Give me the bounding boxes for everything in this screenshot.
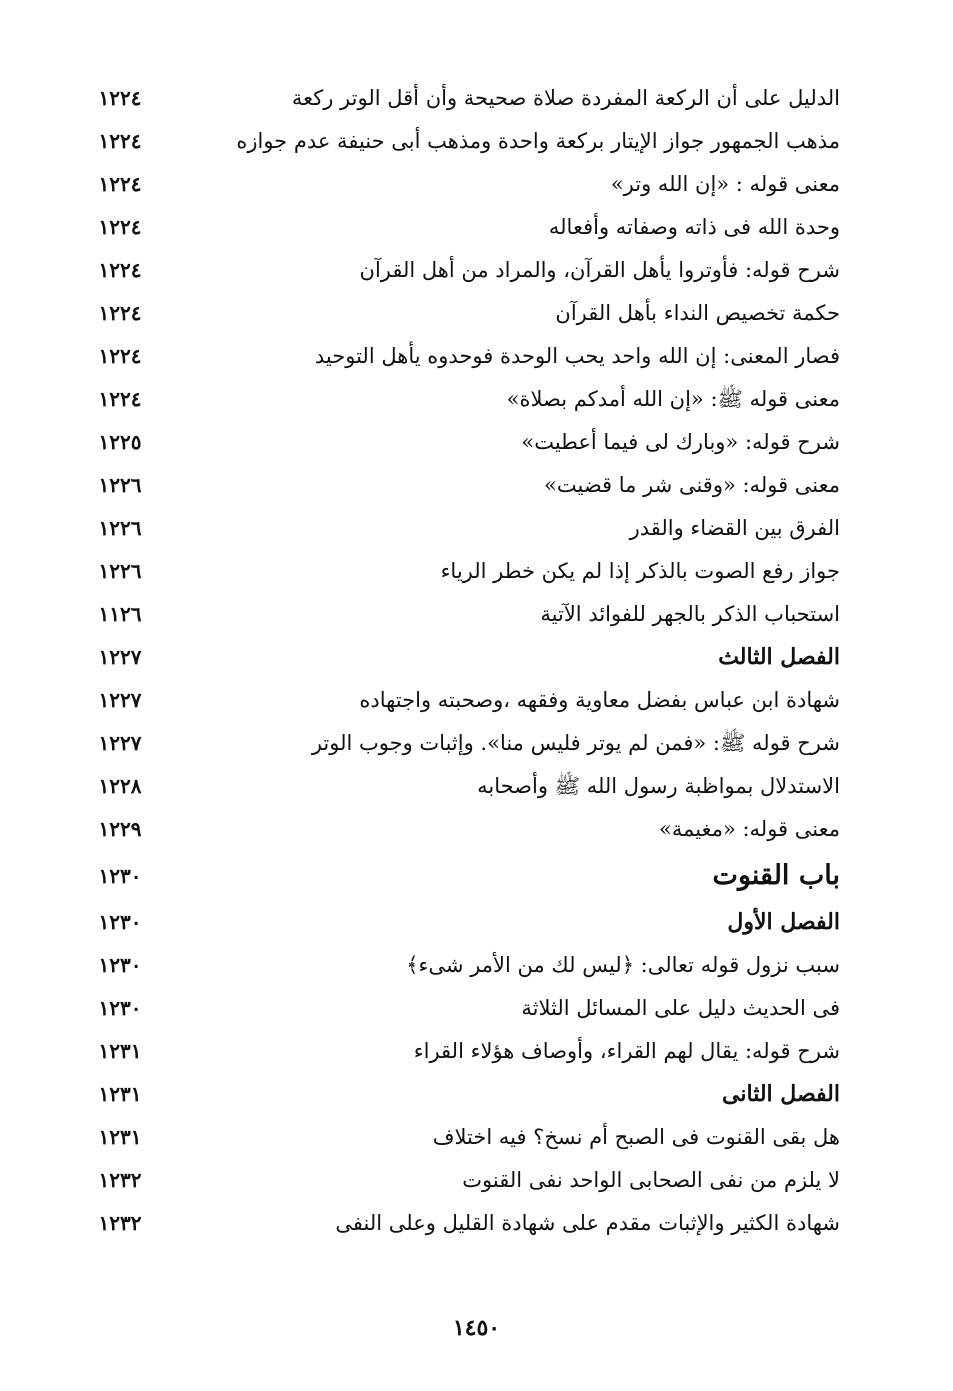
toc-entry-page: ١٢٢٤ — [98, 86, 142, 110]
toc-entry-page: ١٢٣١ — [98, 1125, 142, 1149]
toc-row — [60, 593, 850, 636]
toc-row — [60, 1116, 850, 1159]
toc-entry-page: ١٢٢٧ — [98, 688, 142, 712]
toc-entry-page: ١٢٣٠ — [98, 953, 142, 977]
toc-row — [60, 335, 850, 378]
toc-row — [60, 206, 850, 249]
toc-entry-title: جواز رفع الصوت بالذكر إذا لم يكن خطر الرياء — [440, 559, 840, 583]
toc-entry-title: الفرق بين القضاء والقدر — [629, 516, 840, 540]
toc-entry-page: ١٢٢٧ — [98, 645, 142, 669]
toc-row — [60, 944, 850, 987]
toc-entry-page: ١٢٢٤ — [98, 387, 142, 411]
toc-entry-title: سبب نزول قوله تعالى: ﴿ليس لك من الأمر شىء﴾ — [406, 953, 840, 977]
toc-entry-page: ١٢٢٦ — [98, 473, 142, 497]
toc-entry-page: ١٢٢٤ — [98, 215, 142, 239]
toc-row — [60, 163, 850, 206]
toc-entry-page: ١٢٢٧ — [98, 731, 142, 755]
toc-entry-title: شرح قوله ﷺ: «فمن لم يوتر فليس منا». وإثبات وجوب الوتر — [311, 731, 840, 755]
toc-entry-page: ١٢٢٩ — [98, 817, 142, 841]
toc-row — [60, 292, 850, 335]
toc-entry-page: ١٢٣٢ — [98, 1211, 142, 1235]
toc-row — [60, 421, 850, 464]
toc-entry-page: ١١٢٦ — [98, 602, 142, 626]
toc-entry-page: ١٢٢٨ — [98, 774, 142, 798]
toc-entry-title: معنى قوله ﷺ: «إن الله أمدكم بصلاة» — [506, 387, 840, 411]
toc-row — [60, 987, 850, 1030]
toc-entry-page: ١٢٣٢ — [98, 1168, 142, 1192]
table-of-contents — [60, 77, 850, 1245]
toc-entry-title: فى الحديث دليل على المسائل الثلاثة — [521, 996, 840, 1020]
toc-row — [60, 507, 850, 550]
toc-entry-title: فصار المعنى: إن الله واحد يحب الوحدة فوحدوه يأهل التوحيد — [314, 344, 840, 368]
toc-entry-page: ١٢٢٦ — [98, 559, 142, 583]
toc-entry-title: هل بقى القنوت فى الصبح أم نسخ؟ فيه اختلاف — [432, 1125, 840, 1149]
toc-row — [60, 77, 850, 120]
toc-entry-page: ١٢٣٠ — [98, 910, 142, 934]
toc-row — [60, 550, 850, 593]
toc-entry-title: الفصل الثالث — [718, 644, 840, 670]
toc-entry-page: ١٢٢٦ — [98, 516, 142, 540]
toc-entry-page: ١٢٢٤ — [98, 172, 142, 196]
toc-row — [60, 464, 850, 507]
toc-entry-title: شهادة ابن عباس بفضل معاوية وفقهه ،وصحبته واجتهاده — [359, 688, 840, 712]
toc-section-heading — [60, 636, 850, 679]
toc-row — [60, 249, 850, 292]
toc-entry-title: الفصل الثانى — [722, 1081, 840, 1107]
toc-entry-page: ١٢٣١ — [98, 1039, 142, 1063]
toc-entry-title: لا يلزم من نفى الصحابى الواحد نفى القنوت — [462, 1168, 840, 1192]
toc-section-heading — [60, 901, 850, 944]
toc-entry-page: ١٢٢٤ — [98, 258, 142, 282]
toc-entry-title: حكمة تخصيص النداء بأهل القرآن — [555, 301, 840, 325]
toc-row — [60, 1159, 850, 1202]
toc-row — [60, 722, 850, 765]
toc-row — [60, 1030, 850, 1073]
toc-chapter-heading — [60, 851, 850, 901]
toc-entry-title: معنى قوله: «مغيمة» — [658, 817, 840, 841]
toc-entry-title: وحدة الله فى ذاته وصفاته وأفعاله — [548, 215, 840, 239]
toc-entry-page: ١٢٣٠ — [98, 996, 142, 1020]
toc-row — [60, 1202, 850, 1245]
toc-entry-title: معنى قوله : «إن الله وتر» — [610, 172, 840, 196]
toc-row — [60, 120, 850, 163]
toc-entry-title: معنى قوله: «وقنى شر ما قضيت» — [544, 473, 840, 497]
toc-entry-title: شهادة الكثير والإثبات مقدم على شهادة القليل وعلى النفى — [335, 1211, 840, 1235]
toc-entry-page: ١٢٣١ — [98, 1082, 142, 1106]
toc-entry-page: ١٢٢٤ — [98, 129, 142, 153]
toc-entry-title: مذهب الجمهور جواز الإيتار بركعة واحدة ومذهب أبى حنيفة عدم جوازه — [236, 129, 840, 153]
toc-entry-page: ١٢٢٥ — [98, 430, 142, 454]
toc-row — [60, 765, 850, 808]
toc-entry-title: الدليل على أن الركعة المفردة صلاة صحيحة وأن أقل الوتر ركعة — [291, 86, 840, 110]
toc-entry-page: ١٢٢٤ — [98, 344, 142, 368]
toc-entry-title: شرح قوله: يقال لهم القراء، وأوصاف هؤلاء القراء — [413, 1039, 840, 1063]
toc-row — [60, 378, 850, 421]
page-number: ١٤٥٠ — [452, 1315, 501, 1341]
toc-entry-title: شرح قوله: «وبارك لى فيما أعطيت» — [521, 430, 840, 454]
toc-entry-page: ١٢٣٠ — [98, 864, 142, 888]
toc-row — [60, 679, 850, 722]
toc-entry-title: الاستدلال بمواظبة رسول الله ﷺ وأصحابه — [477, 774, 840, 798]
toc-entry-page: ١٢٢٤ — [98, 301, 142, 325]
toc-entry-title: الفصل الأول — [727, 909, 840, 935]
toc-section-heading — [60, 1073, 850, 1116]
toc-entry-title: شرح قوله: فأوتروا يأهل القرآن، والمراد من أهل القرآن — [359, 258, 840, 282]
toc-entry-title: باب القنوت — [712, 860, 840, 891]
toc-entry-title: استحباب الذكر بالجهر للفوائد الآتية — [540, 602, 840, 626]
toc-row — [60, 808, 850, 851]
